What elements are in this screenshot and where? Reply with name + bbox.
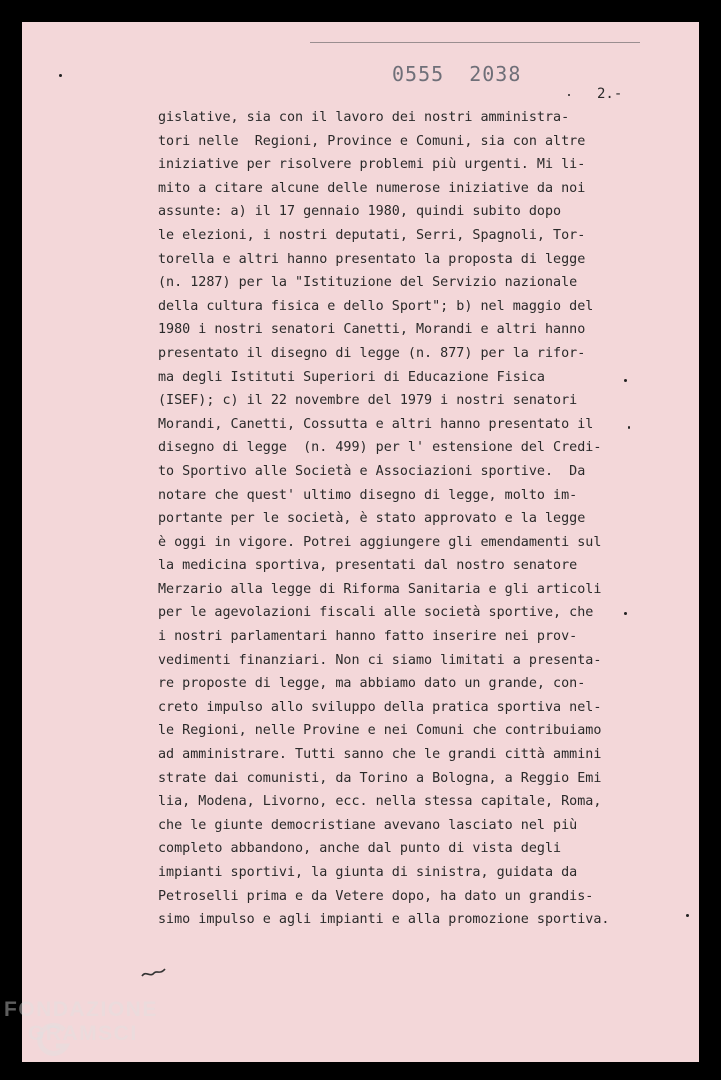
- text-line: le elezioni, i nostri deputati, Serri, Spagnoli, Tor-: [158, 227, 586, 243]
- paper-speck: [628, 426, 630, 429]
- text-line: mito a citare alcune delle numerose iniziative da noi: [158, 180, 586, 196]
- text-line: le Regioni, nelle Provine e nei Comuni che contribuiamo: [158, 723, 602, 739]
- watermark-logo-icon: [34, 1020, 74, 1060]
- text-line: gislative, sia con il lavoro dei nostri amministra-: [158, 110, 570, 125]
- text-line: Petroselli prima e da Vetere dopo, ha dato un grandis-: [158, 888, 594, 904]
- paper-speck: [568, 94, 570, 96]
- text-line: (ISEF); c) il 22 novembre del 1979 i nostri senatori: [158, 393, 578, 409]
- text-line: creto impulso allo sviluppo della pratica sportiva nel-: [158, 699, 602, 715]
- text-line: to Sportivo alle Società e Associazioni sportive. Da: [158, 463, 586, 479]
- text-line: (n. 1287) per la "Istituzione del Servizio nazionale: [158, 275, 578, 291]
- watermark-line-1: FONDAZIONE: [4, 998, 158, 1021]
- text-line: ad amministrare. Tutti sanno che le grandi città ammini: [158, 747, 602, 763]
- text-line: simo impulso e agli impianti e alla promozione sportiva.: [158, 912, 610, 928]
- watermark-line-2: GRAMSCI: [28, 1022, 138, 1045]
- text-line: iniziative per risolvere problemi più urgenti. Mi li-: [158, 157, 586, 173]
- text-line: per le agevolazioni fiscali alle società sportive, che: [158, 605, 594, 621]
- text-line: della cultura fisica e dello Sport"; b) nel maggio del: [158, 298, 594, 314]
- page-number: 2.-: [597, 86, 623, 102]
- text-line: notare che quest' ultimo disegno di legge, molto im-: [158, 487, 578, 503]
- paper-speck: [624, 379, 627, 382]
- paper-speck: [59, 74, 62, 77]
- text-line: la medicina sportiva, presentati dal nostro senatore: [158, 558, 578, 574]
- text-line: strate dai comunisti, da Torino a Bologna, a Reggio Emi: [158, 770, 602, 786]
- text-line: 1980 i nostri senatori Canetti, Morandi e altri hanno: [158, 322, 586, 338]
- text-line: i nostri parlamentari hanno fatto inserire nei prov-: [158, 629, 578, 645]
- text-line: re proposte di legge, ma abbiamo dato un grande, con-: [158, 676, 586, 692]
- text-line: lia, Modena, Livorno, ecc. nella stessa capitale, Roma,: [158, 794, 602, 810]
- archive-watermark: [4, 998, 158, 1046]
- text-line: che le giunte democristiane avevano lasciato nel più: [158, 817, 578, 833]
- text-line: Morandi, Canetti, Cossutta e altri hanno presentato il: [158, 416, 594, 432]
- text-line: ma degli Istituti Superiori di Educazione Fisica: [158, 369, 545, 385]
- paper-speck: [686, 914, 689, 917]
- text-line: completo abbandono, anche dal punto di vista degli: [158, 841, 562, 857]
- text-line: vedimenti finanziari. Non ci siamo limitati a presenta-: [158, 652, 602, 668]
- text-line: assunte: a) il 17 gennaio 1980, quindi subito dopo: [158, 204, 562, 220]
- handwritten-mark: [140, 966, 168, 980]
- text-line: disegno di legge (n. 499) per l' estensione del Credi-: [158, 440, 602, 456]
- text-line: impianti sportivi, la giunta di sinistra, guidata da: [158, 865, 578, 880]
- text-line: presentato il disegno di legge (n. 877) per la rifor-: [158, 345, 586, 361]
- text-line: torella e altri hanno presentato la proposta di legge: [158, 251, 586, 267]
- paper-speck: [624, 612, 627, 615]
- top-rule: [310, 42, 640, 43]
- text-line: portante per le società, è stato approvato e la legge: [158, 511, 586, 527]
- text-line: è oggi in vigore. Potrei aggiungere gli emendamenti sul: [158, 534, 602, 550]
- typed-text-body: [158, 106, 658, 932]
- archive-number-stamp: 0555 2038: [392, 62, 522, 86]
- text-line: Merzario alla legge di Riforma Sanitaria e gli articoli: [158, 581, 602, 597]
- text-line: tori nelle Regioni, Province e Comuni, sia con altre: [158, 133, 586, 149]
- document-page: [22, 22, 699, 1062]
